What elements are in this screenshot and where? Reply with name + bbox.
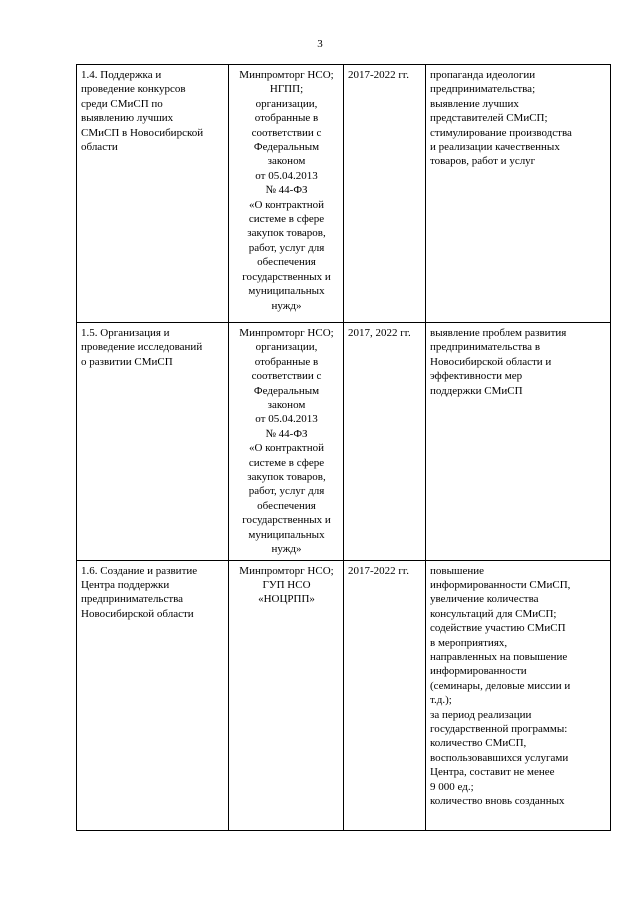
measure-line: о развитии СМиСП [81, 355, 173, 368]
measure-line: проведение конкурсов [81, 83, 186, 96]
executor-line: соответствии с [251, 126, 322, 139]
result-line: воспользовавшихся услугами [430, 751, 569, 764]
result-line: выявление проблем развития [430, 327, 567, 339]
result-line: повышение [430, 564, 484, 577]
result-line: т.д.); [430, 694, 452, 707]
executor-line: № 44-ФЗ [265, 427, 308, 440]
period-cell: 2017-2022 гг. [344, 560, 426, 830]
executor-line: № 44-ФЗ [265, 184, 308, 197]
executor-line: муниципальных [248, 285, 325, 298]
result-cell [426, 560, 611, 830]
executor-line: обеспечения [257, 499, 316, 512]
executor-line: Минпромторг НСО; [239, 69, 334, 81]
result-line: стимулирование производства [430, 126, 572, 139]
executor-line: «НОЦРПП» [258, 593, 315, 606]
executor-line: соответствии с [251, 370, 322, 383]
executor-line: организации, [255, 341, 318, 354]
executor-line: закупок товаров, [247, 471, 326, 484]
result-line: направленных на повышение [430, 650, 568, 663]
executor-cell [229, 323, 344, 561]
measure-line: 1.6. Создание и развитие [81, 564, 198, 577]
result-line: эффективности мер [430, 370, 523, 383]
executor-line: государственных и [242, 514, 331, 527]
executor-line: отобранные в [254, 355, 319, 368]
executor-line: системе в сфере [248, 213, 325, 226]
measure-line: области [81, 141, 118, 154]
measures-table [76, 64, 611, 831]
executor-cell [229, 560, 344, 830]
result-line: 9 000 ед.; [430, 780, 474, 793]
executor-line: от 05.04.2013 [255, 169, 318, 182]
table-row [77, 65, 611, 323]
executor-cell [229, 65, 344, 323]
measure-line: СМиСП в Новосибирской [81, 126, 204, 139]
result-cell [426, 65, 611, 323]
result-line: содействие участию СМиСП [430, 622, 566, 635]
result-line: количество вновь созданных [430, 795, 565, 807]
result-line: Центра, составит не менее [430, 766, 555, 779]
executor-line: Минпромторг НСО; [239, 564, 334, 577]
executor-line: муниципальных [248, 528, 325, 541]
measure-line: 1.4. Поддержка и [81, 69, 162, 81]
measure-line: среди СМиСП по [81, 97, 163, 110]
executor-line: Минпромторг НСО; [239, 327, 334, 339]
result-line: за период реализации [430, 708, 532, 721]
executor-line: системе в сфере [248, 456, 325, 469]
result-line: предпринимательства; [430, 83, 536, 96]
period-cell: 2017, 2022 гг. [344, 323, 426, 561]
period-cell: 2017-2022 гг. [344, 65, 426, 323]
executor-line: законом [267, 155, 306, 168]
result-line: пропаганда идеологии [430, 69, 536, 81]
measure-line: предпринимательства [81, 593, 184, 606]
result-line: информированности СМиСП, [430, 578, 571, 591]
measure-line: проведение исследований [81, 341, 203, 354]
result-line: Новосибирской области и [430, 355, 552, 368]
executor-line: государственных и [242, 270, 331, 283]
executor-line: организации, [255, 97, 318, 110]
executor-line: обеспечения [257, 256, 316, 269]
executor-line: закупок товаров, [247, 227, 326, 240]
result-line: государственной программы: [430, 722, 568, 735]
executor-line: нужд» [271, 299, 302, 312]
executor-line: отобранные в [254, 112, 319, 125]
result-cell [426, 323, 611, 561]
executor-line: от 05.04.2013 [255, 413, 318, 426]
executor-line: Федеральным [253, 141, 320, 154]
measure-cell [77, 65, 229, 323]
result-line: выявление лучших [430, 97, 519, 110]
executor-line: ГУП НСО [262, 578, 311, 591]
page-number: 3 [317, 38, 323, 50]
executor-line: «О контрактной [249, 442, 324, 455]
result-line: информированности [430, 665, 527, 678]
executor-line: НГПП; [269, 83, 304, 96]
executor-line: «О контрактной [249, 198, 324, 211]
result-line: поддержки СМиСП [430, 384, 523, 397]
result-line: в мероприятиях, [430, 636, 508, 649]
result-line: предпринимательства в [430, 341, 541, 354]
result-line: (семинары, деловые миссии и [430, 679, 571, 692]
measure-line: 1.5. Организация и [81, 327, 170, 339]
executor-line: законом [267, 399, 306, 412]
table-row [77, 323, 611, 561]
result-line: увеличение количества [430, 593, 539, 606]
result-line: количество СМиСП, [430, 737, 527, 750]
measure-cell [77, 560, 229, 830]
measure-line: Новосибирской области [81, 607, 194, 620]
result-line: консультаций для СМиСП; [430, 607, 557, 620]
executor-line: нужд» [271, 543, 302, 556]
result-line: и реализации качественных [430, 141, 560, 154]
measure-line: Центра поддержки [81, 578, 170, 591]
executor-line: Федеральным [253, 384, 320, 397]
result-line: товаров, работ и услуг [430, 155, 536, 168]
table-row [77, 560, 611, 830]
executor-line: работ, услуг для [248, 485, 325, 498]
measure-cell [77, 323, 229, 561]
measure-line: выявлению лучших [81, 112, 174, 125]
executor-line: работ, услуг для [248, 241, 325, 254]
result-line: представителей СМиСП; [430, 112, 548, 125]
